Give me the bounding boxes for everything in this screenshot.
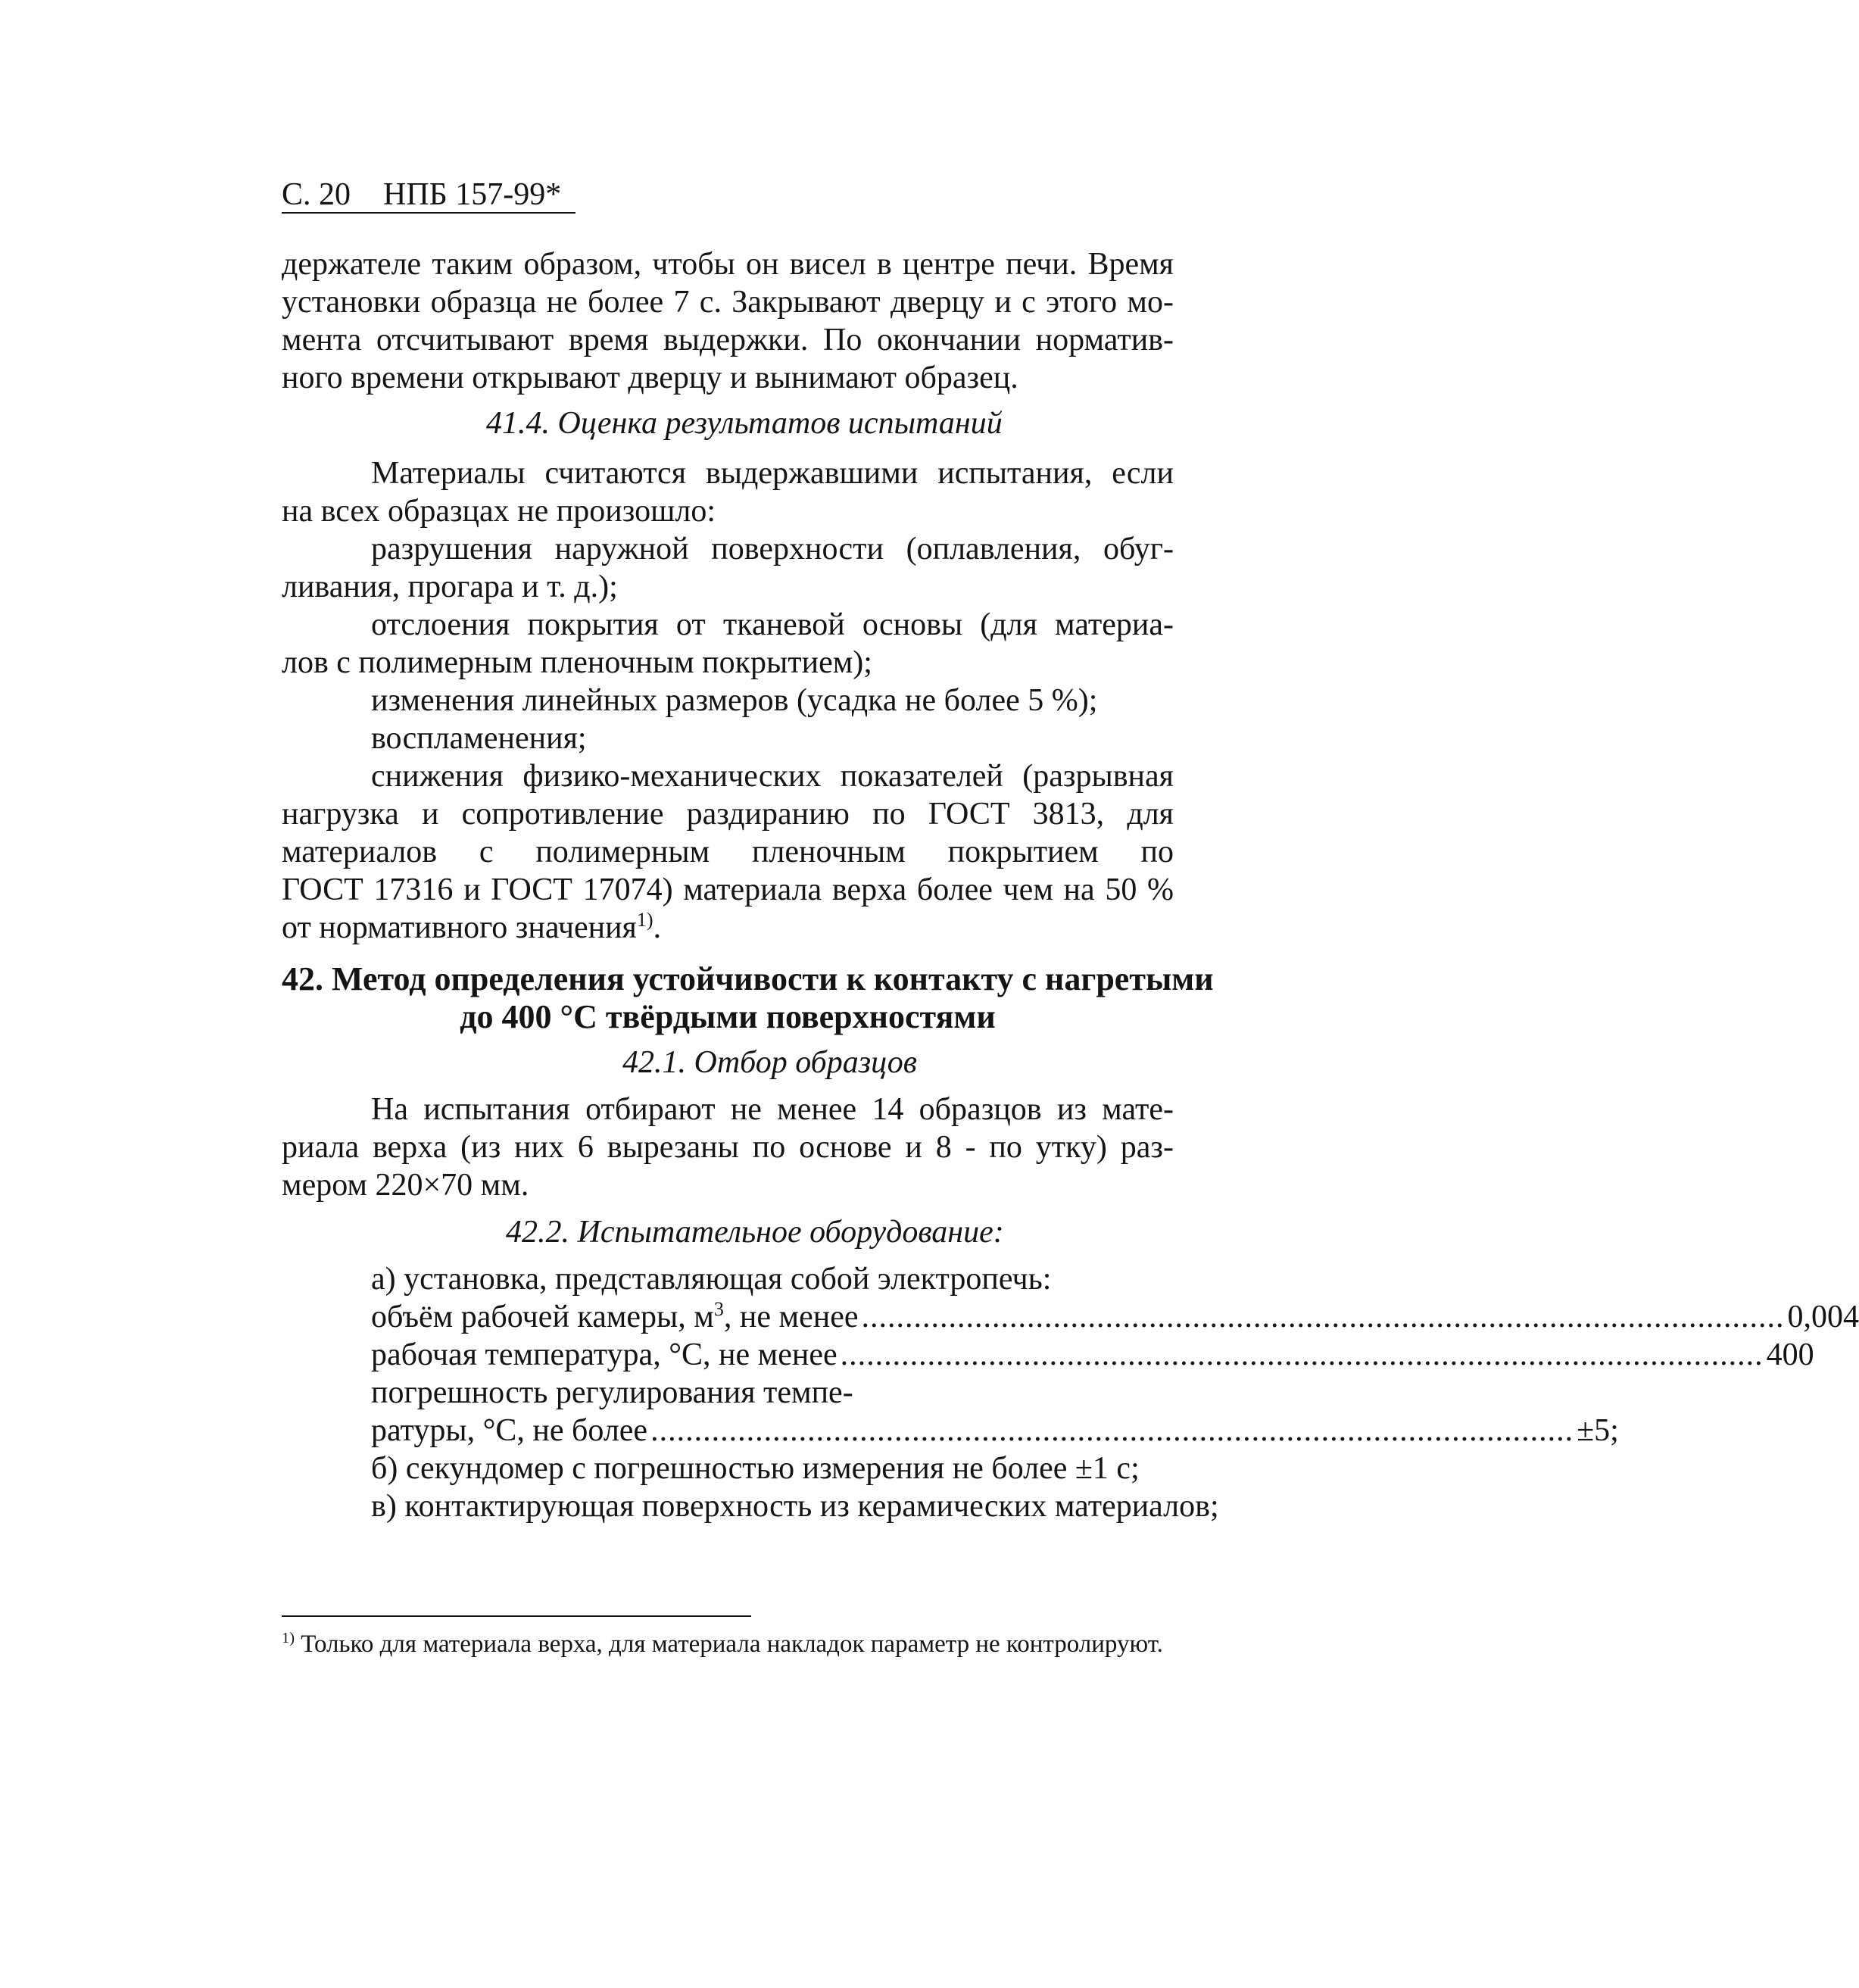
spec-value: 400 <box>1766 1337 1814 1372</box>
footnote <box>282 1628 1163 1660</box>
spec-temperature-error <box>371 1412 1619 1450</box>
text-line-with-footnote <box>282 909 661 947</box>
spec-operating-temperature <box>371 1336 1814 1374</box>
text-line: лов с полимерным пленочным покрытием); <box>282 645 872 680</box>
section-title-41-4: 41.4. Оценка результатов испытаний <box>486 406 1003 441</box>
text-line: мером 220×70 мм. <box>282 1168 529 1203</box>
page-header <box>282 176 561 214</box>
page-number: С. 20 <box>282 177 351 212</box>
document-code: НПБ 157-99* <box>383 177 562 212</box>
spec-temperature-error-label: погрешность регулирования темпе- <box>371 1375 853 1410</box>
text-line: держателе таким образом, чтобы он висел в центре печи. Время <box>282 247 1174 282</box>
text-fragment: от нормативного значения <box>282 910 637 945</box>
text-line: разрушения наружной поверхности (оплавления, обуг- <box>371 532 1174 566</box>
text-line: воспламенения; <box>371 721 587 756</box>
spec-label: ратуры, °С, не более <box>371 1413 648 1448</box>
text-line: снижения физико-механических показателей (разрывная <box>371 759 1174 794</box>
text-line: на всех образцах не произошло: <box>282 494 716 529</box>
text-line: риала верха (из них 6 вырезаны по основе и 8 - по утку) раз- <box>282 1130 1174 1165</box>
spec-label: объём рабочей камеры, $м^3$, не менее <box>371 1298 859 1334</box>
section-title-42-line2: до 400 °С твёрдыми поверхностями <box>460 998 996 1035</box>
footnote-text: Только для материала верха, для материала накладок параметр не контролируют. <box>295 1631 1163 1658</box>
header-underline <box>282 212 575 214</box>
equipment-item-v: в) контактирующая поверхность из керамических материалов; <box>371 1489 1219 1524</box>
footnote-separator <box>282 1615 751 1617</box>
section-title-42-2: 42.2. Испытательное оборудование: <box>506 1215 1004 1250</box>
text-line: Материалы считаются выдержавшими испытания, если <box>371 456 1174 491</box>
dot-leader: .......................................................................................................... <box>650 1413 1574 1448</box>
spec-value: 0,004 <box>1787 1300 1859 1334</box>
text-line: ГОСТ 17316 и ГОСТ 17074) материала верха более чем на 50 % <box>282 872 1174 907</box>
section-title-42-line1: 42. Метод определения устойчивости к контакту с нагретыми <box>282 960 1214 997</box>
text-line: изменения линейных размеров (усадка не более 5 %); <box>371 683 1098 718</box>
text-line: отслоения покрытия от тканевой основы (для материа- <box>371 607 1174 642</box>
text-line: установки образца не более 7 с. Закрывают дверцу и с этого мо- <box>282 285 1174 320</box>
text-line: нагрузка и сопротивление раздиранию по ГОСТ 3813, для <box>282 797 1174 832</box>
spec-chamber-volume <box>371 1298 1859 1336</box>
text-line: материалов с полимерным пленочным покрытием по <box>282 835 1174 869</box>
text-line: ливания, прогара и т. д.); <box>282 570 618 604</box>
section-title-42-1: 42.1. Отбор образцов <box>622 1045 917 1080</box>
spec-value: ±5; <box>1577 1413 1619 1448</box>
text-line: ного времени открывают дверцу и вынимают образец. <box>282 360 1018 395</box>
spec-label: рабочая температура, °С, не менее <box>371 1337 837 1372</box>
text-fragment: . <box>653 910 662 945</box>
text-line: мента отсчитывают время выдержки. По окончании норматив- <box>282 323 1174 357</box>
dot-leader: .......................................................................................................... <box>840 1337 1764 1372</box>
text-line: На испытания отбирают не менее 14 образцов из мате- <box>371 1092 1174 1127</box>
footnote-mark: 1) <box>282 1630 295 1646</box>
footnote-reference: 1) <box>636 909 653 931</box>
dot-leader: .......................................................................................................... <box>861 1300 1785 1334</box>
equipment-item-b: б) секундомер с погрешностью измерения не более ±1 с; <box>371 1451 1140 1486</box>
equipment-item-a: а) установка, представляющая собой электропечь: <box>371 1262 1052 1297</box>
